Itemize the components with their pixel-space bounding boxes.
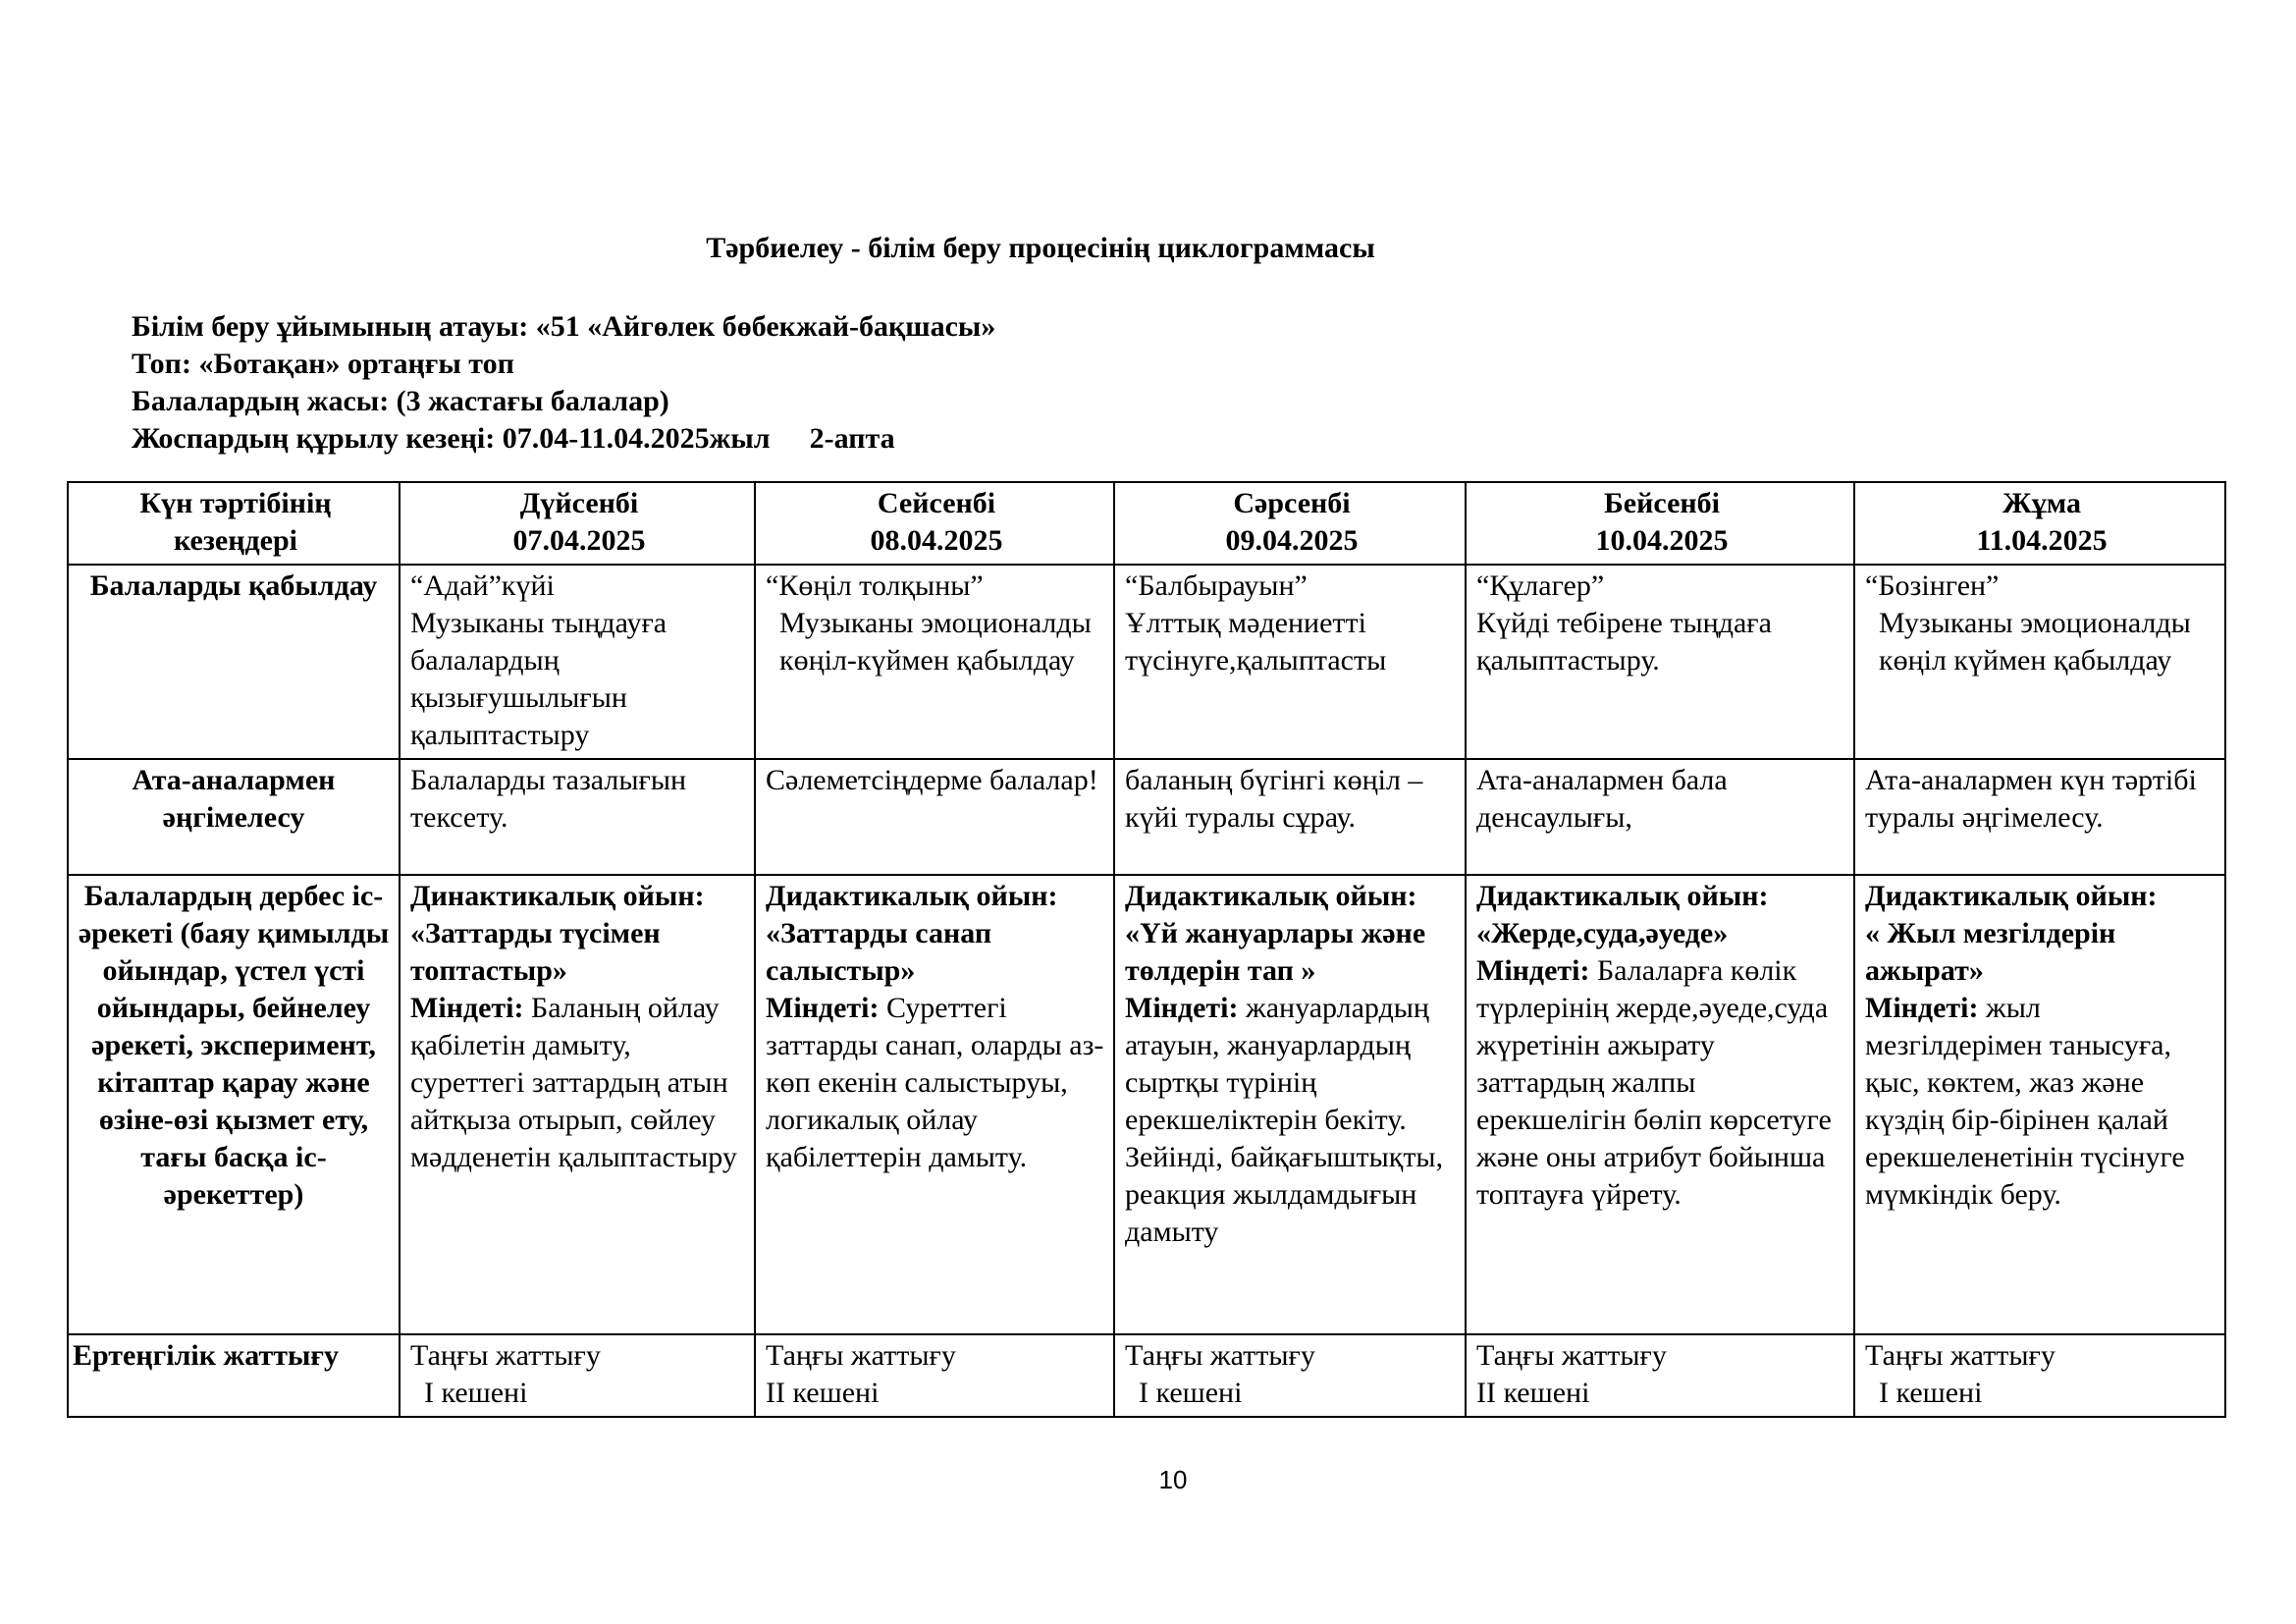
- page-title: Тәрбиелеу - білім беру процесінің циклограммасы: [706, 232, 1375, 264]
- cell-text: Музыканы эмоционалды көңіл күймен қабылдау: [1879, 607, 2191, 677]
- task-text: жыл мезгілдерімен танысуға, қыс, көктем, жаз және күздің бір-бірінен қалай ерекшеленетінін түсінуге мүмкіндік беру.: [1865, 992, 2185, 1211]
- game-task: [410, 990, 748, 1176]
- game-type: Дидактикалық ойын:: [1125, 880, 1417, 912]
- reception-cell: [1854, 565, 2225, 759]
- age-line: Балалардың жасы: (3 жастағы балалар): [132, 385, 669, 417]
- activity-cell: [1466, 875, 1854, 1334]
- exercise-complex: ІІ кешені: [1476, 1377, 1590, 1409]
- day-date: 11.04.2025: [1976, 524, 2108, 557]
- exercise-line: Таңғы жаттығу: [1865, 1339, 2056, 1372]
- day-header-tuesday: [755, 482, 1114, 565]
- parents-talk-row: [68, 759, 2225, 875]
- document-meta: [132, 308, 995, 458]
- period-text: Жоспардың құрылу кезеңі: 07.04-11.04.2025жыл: [132, 422, 771, 455]
- parents-talk-cell: Ата-аналармен бала денсаулығы,: [1466, 759, 1854, 875]
- game-type: Дидактикалық ойын:: [1865, 880, 2158, 912]
- music-title: “Көңіл толқыны”: [766, 569, 984, 602]
- exercise-complex: ІІ кешені: [766, 1377, 880, 1409]
- music-title: “Адай”күйі: [410, 569, 555, 602]
- parents-talk-cell: Балаларды тазалығын тексету.: [400, 759, 755, 875]
- reception-cell: [1114, 565, 1466, 759]
- activity-cell: [400, 875, 755, 1334]
- reception-label: Балаларды қабылдау: [68, 565, 400, 759]
- game-type: Дидактикалық ойын:: [1476, 880, 1769, 912]
- game-title: «Заттарды санап салыстыр»: [766, 917, 992, 987]
- game-title: «Жерде,суда,әуеде»: [1476, 917, 1729, 949]
- day-name: Сәрсенбі: [1233, 487, 1351, 519]
- exercise-cell: [755, 1334, 1114, 1417]
- activity-cell: [755, 875, 1114, 1334]
- parents-talk-label: Ата-аналармен әңгімелесу: [68, 759, 400, 875]
- activity-label: Балалардың дербес іс-әрекеті (баяу қимылды ойындар, үстел үсті ойындары, бейнелеу әрекеті, эксперимент, кітаптар қарау және өзіне-өзі қызмет ету, тағы басқа іс-әрекеттер): [68, 875, 400, 1334]
- exercise-cell: [1854, 1334, 2225, 1417]
- parents-talk-cell: Ата-аналармен күн тәртібі туралы әңгімелесу.: [1854, 759, 2225, 875]
- day-name: Дүйсенбі: [519, 487, 639, 519]
- task-text: Балаларға көлік түрлерінің жерде,әуеде,суда жүретінін ажырату заттардың жалпы ерекшелігін бөліп көрсетуге және оны атрибут бойынша топтауға үйрету.: [1476, 954, 1832, 1211]
- task-label: Міндеті:: [1476, 954, 1590, 987]
- day-name: Сейсенбі: [877, 487, 996, 519]
- group-line: Топ: «Ботақан» ортаңғы топ: [132, 348, 514, 380]
- exercise-cell: [400, 1334, 755, 1417]
- reception-cell: [755, 565, 1114, 759]
- exercise-complex: І кешені: [1139, 1377, 1243, 1409]
- page-number: 10: [1158, 1465, 1188, 1494]
- day-header-wednesday: [1114, 482, 1466, 565]
- period-line: [132, 420, 995, 458]
- game-title: «Үй жануарлары және төлдерін тап »: [1125, 917, 1426, 987]
- activity-cell: [1854, 875, 2225, 1334]
- organization-line: Білім беру ұйымының атауы: «51 «Айгөлек бөбекжай-бақшасы»: [132, 310, 996, 343]
- music-title: “Құлагер”: [1476, 569, 1605, 602]
- game-task: [1865, 990, 2218, 1214]
- exercise-cell: [1466, 1334, 1854, 1417]
- game-type: Динактикалық ойын:: [410, 880, 705, 912]
- exercise-label: Ертеңгілік жаттығу: [68, 1334, 400, 1417]
- parents-talk-cell: Сәлеметсіңдерме балалар!: [755, 759, 1114, 875]
- day-name: Жұма: [2002, 487, 2081, 519]
- task-text: Суреттегі заттарды санап, оларды аз-көп екенін салыстыруы, логикалық ойлау қабілеттерін дамыту.: [766, 992, 1104, 1173]
- game-task: [766, 990, 1107, 1176]
- header-row: [68, 482, 2225, 565]
- music-title: “Бозінген”: [1865, 569, 2000, 602]
- cell-text: Музыканы эмоционалды көңіл-күймен қабылдау: [779, 607, 1092, 677]
- day-header-friday: [1854, 482, 2225, 565]
- game-type: Дидактикалық ойын:: [766, 880, 1058, 912]
- task-label: Міндеті:: [1125, 992, 1239, 1024]
- day-date: 07.04.2025: [512, 524, 646, 557]
- cell-text: Күйді тебірене тыңдаға қалыптастыру.: [1476, 607, 1772, 677]
- reception-cell: [400, 565, 755, 759]
- exercise-line: Таңғы жаттығу: [1125, 1339, 1315, 1372]
- exercise-row: [68, 1334, 2225, 1417]
- exercise-line: Таңғы жаттығу: [766, 1339, 956, 1372]
- music-title: “Балбырауын”: [1125, 569, 1308, 602]
- reception-cell: [1466, 565, 1854, 759]
- activity-row: [68, 875, 2225, 1334]
- game-title: « Жыл мезгілдерін ажырат»: [1865, 917, 2116, 987]
- exercise-complex: І кешені: [1879, 1377, 1983, 1409]
- task-text: Баланың ойлау қабілетін дамыту, суреттегі заттардың атын айтқыза отырып, сөйлеу мәдденетін қалыптастыру: [410, 992, 737, 1173]
- reception-row: [68, 565, 2225, 759]
- task-label: Міндеті:: [1865, 992, 1979, 1024]
- game-task: [1125, 990, 1459, 1251]
- day-date: 08.04.2025: [870, 524, 1003, 557]
- exercise-complex: І кешені: [424, 1377, 528, 1409]
- week-text: 2-апта: [809, 422, 895, 455]
- corner-header: Күн тәртібінің кезеңдері: [68, 482, 400, 565]
- exercise-line: Таңғы жаттығу: [410, 1339, 601, 1372]
- day-date: 10.04.2025: [1595, 524, 1729, 557]
- parents-talk-cell: баланың бүгінгі көңіл – күйі туралы сұрау.: [1114, 759, 1466, 875]
- day-header-thursday: [1466, 482, 1854, 565]
- game-title: «Заттарды түсімен топтастыр»: [410, 917, 661, 987]
- exercise-line: Таңғы жаттығу: [1476, 1339, 1667, 1372]
- task-text: жануарлардың атауын, жануарлардың сыртқы түрінің ерекшеліктерін бекіту. Зейінді, байқағыштықты, реакция жылдамдығын дамыту: [1125, 992, 1444, 1248]
- cell-text: Музыканы тыңдауға балалардың қызығушылығын қалыптастыру: [410, 607, 667, 751]
- cell-text: Ұлттық мәдениетті түсінуге,қалыптасты: [1125, 607, 1387, 677]
- day-header-monday: [400, 482, 755, 565]
- game-task: [1476, 952, 1847, 1214]
- activity-cell: [1114, 875, 1466, 1334]
- day-date: 09.04.2025: [1225, 524, 1359, 557]
- exercise-cell: [1114, 1334, 1466, 1417]
- task-label: Міндеті:: [766, 992, 880, 1024]
- cyclogram-table: [67, 481, 2226, 1418]
- task-label: Міндеті:: [410, 992, 524, 1024]
- day-name: Бейсенбі: [1603, 487, 1721, 519]
